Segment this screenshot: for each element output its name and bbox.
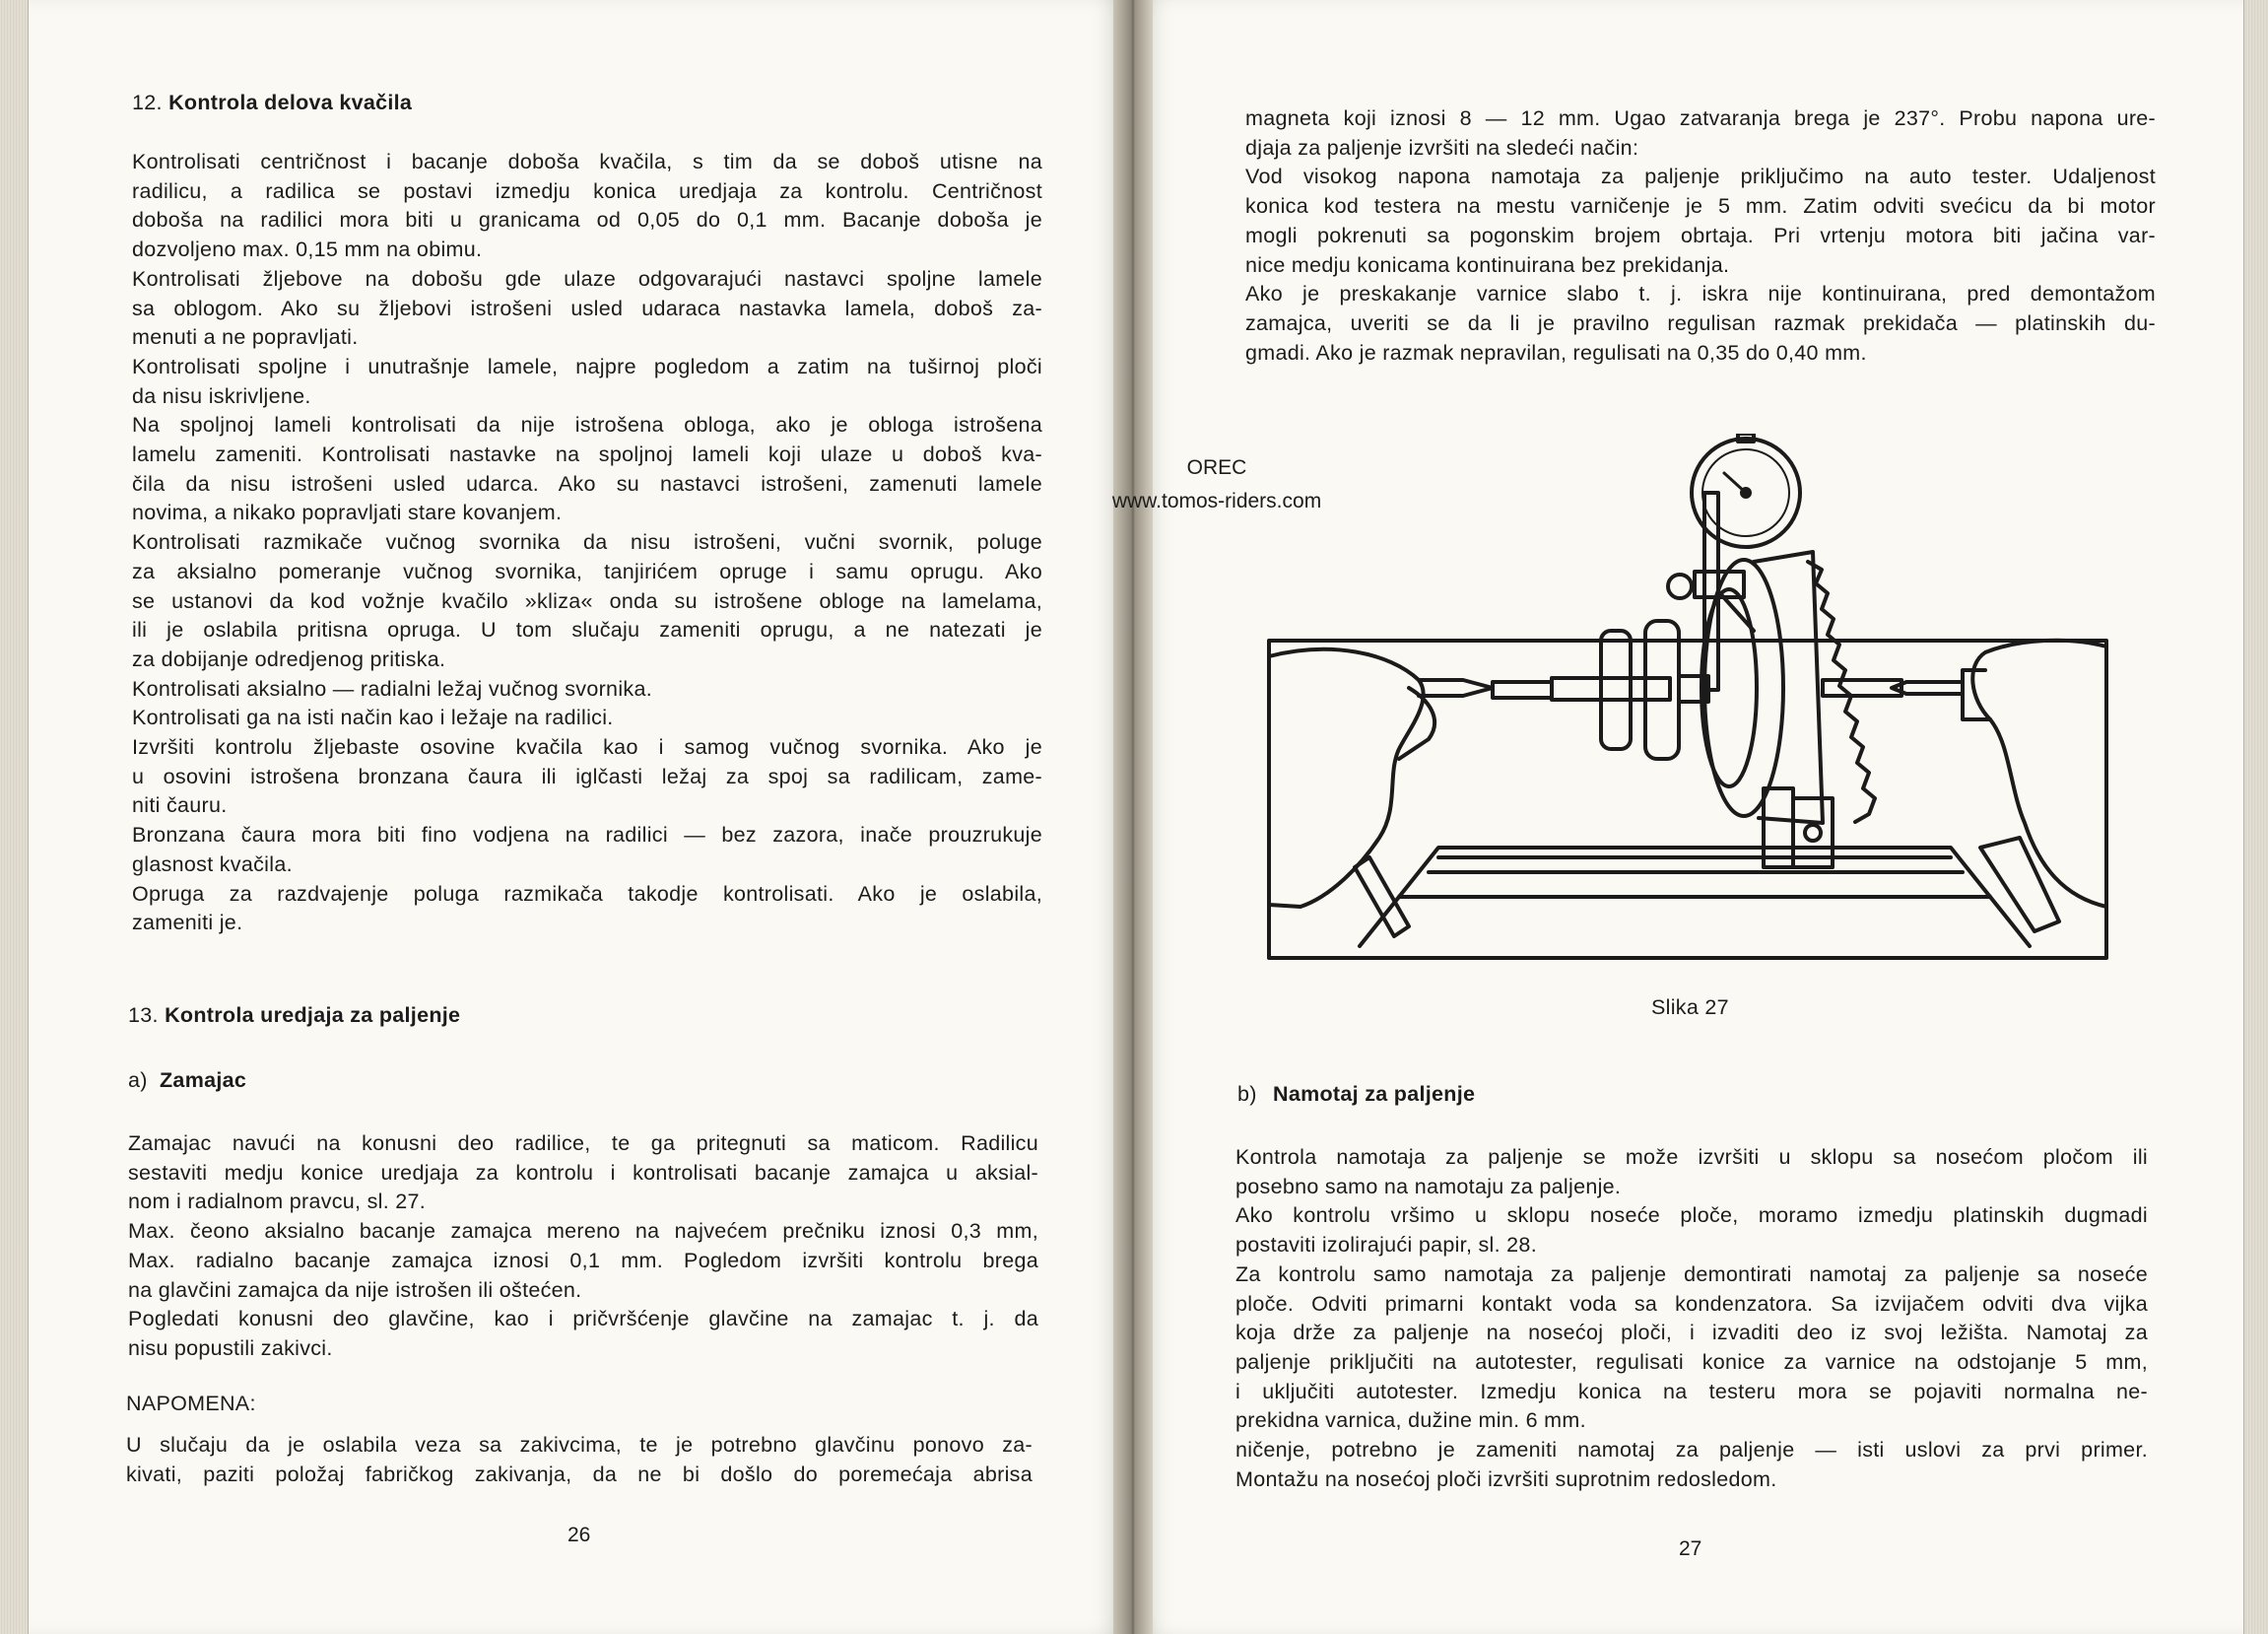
text-line: koja drže za paljenje na nosećoj ploči, i izvaditi deo iz svoj ležišta. Namotaj za [1235,1321,2148,1345]
crank-web-left [1601,631,1631,749]
text-line: Kontrolisati ga na isti način kao i ležaje na radilici. [132,706,614,730]
text-line: Kontrolisati spoljne i unutrašnje lamele, najpre pogledom a zatim na tuširnoj ploči [132,354,1042,378]
text-line: Ako je preskakanje varnice slabo t. j. iskra nije kontinuirana, pred demontažom [1245,282,2156,306]
text-line: magneta koji iznosi 8 — 12 mm. Ugao zatvaranja brega je 237°. Probu napona ure- [1245,106,2156,130]
text-line: da nisu iskrivljene. [132,383,311,408]
figure-frame [1269,641,2106,958]
text-line: se ustanovi da kod vožnje kvačilo »kliza« onda su istrošene obloge na lamelama, [132,588,1042,613]
crankshaft-end [1493,682,1552,698]
text-line: Pogledati konusni deo glavčine, kao i pričvršćenje glavčine na zamajac t. j. da [128,1307,1038,1331]
section-12-heading [132,89,412,118]
slide-block-screw [1805,825,1821,841]
section-13-number: 13. [128,1003,159,1027]
text-line: gmadi. Ako je razmak nepravilan, regulisati na 0,35 do 0,40 mm. [1245,340,1867,365]
text-line: mogli pokrenuti sa pogonskim brojem obrtaja. Pri vrtenju motora biti jačina var- [1245,223,2156,247]
left-tailstock [1269,649,1424,907]
text-line: Max. čeono aksialno bacanje zamajca mereno na najvećem prečniku iznosi 0,3 mm, [128,1219,1038,1244]
text-line: dozvoljeno max. 0,15 mm na obimu. [132,238,483,262]
text-line: djaja za paljenje izvršiti na sledeći način: [1245,135,1639,160]
subsection-b-heading [1237,1080,1475,1110]
subsection-b-letter: b) [1237,1082,1257,1106]
text-line: U slučaju da je oslabila veza sa zakivcima, te je potrebno glavčinu ponovo za- [126,1433,1033,1457]
text-line: sa oblogom. Ako su žljebovi istrošeni usled udaraca nastavka lamela, doboš za- [132,296,1042,320]
text-line: ili je oslabila pritisna opruga. U tom slučaju zameniti oprugu, a ne natezati je [132,618,1042,643]
text-line: nisu popustili zakivci. [128,1335,333,1360]
page-edges-right [2243,0,2268,1634]
text-line: Na spoljnoj lameli kontrolisati da nije istrošena obloga, ako je obloga istrošena [132,413,1042,438]
right-support [1980,838,2059,931]
section-13-heading [128,1001,460,1031]
subsection-a-heading [128,1066,246,1096]
book-gutter [1113,0,1153,1634]
section-12-body [132,148,1042,938]
text-line: za dobijanje odredjenog pritiska. [132,647,446,671]
text-line: ploče. Odviti primarni kontakt voda sa kondenzatora. Sa izvijačem odviti dva vijka [1235,1291,2148,1316]
section-12-title: Kontrola delova kvačila [168,91,413,114]
base-rail-lines [1399,857,1990,897]
text-line: Izvršiti kontrolu žljebaste osovine kvačila kao i samog vučnog svornika. Ako je [132,735,1042,760]
right-top-body [1245,104,2156,368]
text-line: prekidna varnica, dužine min. 6 mm. [1235,1408,1586,1433]
text-line: i uključiti autotester. Izmedju konica na testeru mora se pojaviti normalna ne- [1235,1379,2148,1403]
crankshaft-shaft [1552,678,1670,700]
text-line: radilicu, a radilica se postavi izmedju konica uredjaja za kontrolu. Centričnost [132,178,1042,203]
figure-27-illustration [1261,434,2118,966]
text-line: lamelu zameniti. Kontrolisati nastavke na spoljnoj lameli koji ulaze u doboš kva- [132,443,1042,467]
dial-needle [1724,473,1746,493]
text-line: Vod visokog napona namotaja za paljenje priključimo na auto tester. Udaljenost [1245,165,2156,189]
page-number-left: 26 [567,1524,591,1546]
text-line: nom i radialnom pravcu, sl. 27. [128,1190,427,1214]
text-line: ničenje, potrebno je zameniti namotaj za paljenje — isti uslovi za prvi primer. [1235,1438,2148,1463]
text-line: Kontrolisati centričnost i bacanje doboša kvačila, s tim da se doboš utisne na [132,150,1042,173]
text-line: doboša na radilici mora biti u granicama od 0,05 do 0,1 mm. Bacanje doboša je [132,208,1042,233]
text-line: menuti a ne popravljati. [132,325,359,350]
text-line: za aksialno pomeranje vučnog svornika, tanjirićem opruge i samu oprugu. Ako [132,559,1042,583]
note-heading: NAPOMENA: [126,1392,256,1415]
note-body [126,1431,1033,1489]
page-number-right: 27 [1679,1537,1702,1560]
watermark-line-1: OREC [1186,456,1247,479]
text-line: novima, a nikako popravljati stare kovanjem. [132,501,563,525]
subsection-a-body [128,1129,1038,1364]
section-13-title: Kontrola uredjaja za paljenje [165,1003,461,1027]
page-edges-left [0,0,29,1634]
figure-caption: Slika 27 [1651,995,1729,1019]
text-line: Kontrola namotaja za paljenje se može izvršiti u sklopu sa nosećom pločom ili [1235,1145,2148,1169]
clamp-knob [1668,575,1692,598]
text-line: Max. radialno bacanje zamajca iznosi 0,1 mm. Pogledom izvršiti kontrolu brega [128,1248,1038,1272]
text-line: kivati, paziti položaj fabričkog zakivanja, da ne bi došlo do poremećaja abrisa [126,1462,1033,1486]
subsection-a-title: Zamajac [160,1068,247,1092]
text-line: čila da nisu istrošeni usled udarca. Ako su nastavci istrošeni, zamenuti lamele [132,471,1042,496]
subsection-b-title: Namotaj za paljenje [1273,1082,1476,1106]
left-center [1419,680,1493,696]
subsection-b-body [1235,1143,2148,1494]
text-line: postaviti izolirajući papir, sl. 28. [1235,1233,1537,1258]
text-line: nice medju konicama kontinuirana bez prekidanja. [1245,252,1730,277]
text-line: posebno samo na namotaju za paljenje. [1235,1174,1622,1198]
text-line: Montažu na nosećoj ploči izvršiti suprotnim redosledom. [1235,1466,1777,1491]
text-line: na glavčini zamajca da nije istrošen ili oštećen. [128,1277,582,1302]
watermark-line-2: www.tomos-riders.com [1111,490,1322,512]
text-line: Za kontrolu samo namotaja za paljenje demontirati namotaj za paljenje sa noseće [1235,1261,2148,1286]
text-line: Kontrolisati žljebove na dobošu gde ulaze odgovarajući nastavci spoljne lamele [132,266,1042,291]
text-line: Kontrolisati aksialno — radialni ležaj vučnog svornika. [132,676,652,701]
text-line: zamajca, uveriti se da li je pravilno regulisan razmak prekidača — platinskih du- [1245,310,2156,335]
subsection-a-letter: a) [128,1068,148,1092]
left-tailstock-edge [1399,688,1434,759]
text-line: glasnost kvačila. [132,851,293,876]
text-line: Ako kontrolu vršimo u sklopu noseće ploče, moramo izmedju platinskih dugmadi [1235,1203,2148,1228]
text-line: Bronzana čaura mora biti fino vodjena na radilici — bez zazora, inače prouzrukuje [132,823,1042,848]
text-line: sestaviti medju konice uredjaja za kontrolu i kontrolisati bacanje zamajca u aksial- [128,1160,1038,1185]
text-line: paljenje priključiti na autotester, regulisati konice za varnice na odstojanje 5 mm, [1235,1349,2148,1374]
text-line: Zamajac navući na konusni deo radilice, te ga pritegnuti sa maticom. Radilicu [128,1131,1038,1155]
text-line: u osovini istrošena bronzana čaura ili iglčasti ležaj za spoj sa radilicam, zame- [132,764,1042,788]
text-line: zameniti je. [132,911,243,935]
text-line: konica kod testera na mestu varničenje je 5 mm. Zatim odviti svećicu da bi motor [1245,194,2156,219]
text-line: Opruga za razdvajenje poluga razmikača takodje kontrolisati. Ako je oslabila, [132,881,1042,906]
text-line: Kontrolisati razmikače vučnog svornika da nisu istrošeni, vučni svornik, poluge [132,530,1042,555]
text-line: niti čauru. [132,793,228,818]
flywheel-rim [1754,552,1823,823]
section-12-number: 12. [132,91,163,114]
